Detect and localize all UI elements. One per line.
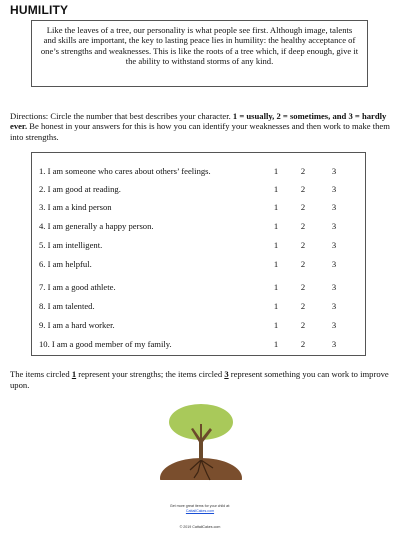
- item-statement: 7. I am a good athlete.: [39, 282, 116, 292]
- rating-choice-2[interactable]: 2: [300, 282, 306, 292]
- items-box: [31, 152, 366, 356]
- rating-choice-3[interactable]: 3: [331, 301, 337, 311]
- rating-choice-1[interactable]: 1: [273, 301, 279, 311]
- item-statement: 4. I am generally a happy person.: [39, 221, 154, 231]
- rating-choice-2[interactable]: 2: [300, 202, 306, 212]
- rating-choice-2[interactable]: 2: [300, 240, 306, 250]
- rating-choice-1[interactable]: 1: [273, 202, 279, 212]
- footer-number-1: 1: [71, 369, 77, 379]
- item-row: [32, 183, 365, 195]
- page-title: HUMILITY: [10, 3, 69, 17]
- rating-choice-3[interactable]: 3: [331, 282, 337, 292]
- footer-part2: represent your strengths; the items circled: [76, 369, 225, 379]
- rating-choice-2[interactable]: 2: [300, 301, 306, 311]
- tree-icon: [160, 402, 242, 484]
- item-statement: 10. I am a good member of my family.: [39, 339, 172, 349]
- rating-choice-1[interactable]: 1: [273, 221, 279, 231]
- rating-choice-2[interactable]: 2: [300, 320, 306, 330]
- item-statement: 2. I am good at reading.: [39, 184, 121, 194]
- rating-choice-2[interactable]: 2: [300, 259, 306, 269]
- rating-choice-1[interactable]: 1: [273, 282, 279, 292]
- item-statement: 6. I am helpful.: [39, 259, 92, 269]
- rating-choice-1[interactable]: 1: [273, 166, 279, 176]
- rating-choice-1[interactable]: 1: [273, 184, 279, 194]
- rating-choice-2[interactable]: 2: [300, 339, 306, 349]
- rating-choice-3[interactable]: 3: [331, 184, 337, 194]
- item-row: [32, 258, 365, 270]
- footer-part3: represent something you can work to improve upon.: [10, 369, 389, 390]
- rating-choice-1[interactable]: 1: [273, 320, 279, 330]
- item-statement: 9. I am a hard worker.: [39, 320, 115, 330]
- rating-choice-3[interactable]: 3: [331, 339, 337, 349]
- rating-choice-3[interactable]: 3: [331, 166, 337, 176]
- item-statement: 1. I am someone who cares about others’ feelings.: [39, 166, 211, 176]
- rating-choice-3[interactable]: 3: [331, 320, 337, 330]
- item-row: [32, 220, 365, 232]
- rating-choice-1[interactable]: 1: [273, 240, 279, 250]
- copyright: © 2019 CattailCakes.com: [179, 525, 221, 529]
- rating-choice-3[interactable]: 3: [331, 240, 337, 250]
- item-statement: 8. I am talented.: [39, 301, 95, 311]
- rating-choice-2[interactable]: 2: [300, 166, 306, 176]
- intro-text: Like the leaves of a tree, our personality is what people see first. Although image, talents and skills are important, the key to lasting peace lies in humility: the healthy acceptance of one’s strengths and weaknesses. This is like the roots of a tree which, if deep enough, give it the ability to withstand storms of any kind.: [40, 25, 359, 67]
- credit-link[interactable]: CattailCakes.com: [185, 509, 215, 513]
- item-row: [32, 300, 365, 312]
- item-row: [32, 201, 365, 213]
- rating-choice-3[interactable]: 3: [331, 259, 337, 269]
- directions-tail: Be honest in your answers for this is how you can identify your weaknesses and then work to make them into strengths.: [10, 121, 390, 142]
- footer-text: [10, 369, 390, 390]
- footer-part1: The items circled: [10, 369, 72, 379]
- directions: [10, 111, 390, 142]
- footer-number-3: 3: [224, 369, 229, 379]
- item-row: [32, 239, 365, 251]
- rating-choice-1[interactable]: 1: [273, 339, 279, 349]
- rating-choice-3[interactable]: 3: [331, 202, 337, 212]
- item-row: [32, 338, 365, 350]
- rating-choice-1[interactable]: 1: [273, 259, 279, 269]
- item-row: [32, 319, 365, 331]
- directions-scale: 1 = usually, 2 = sometimes, and 3 = hardly ever.: [10, 111, 387, 132]
- credit-line: Get more great items for your child at:: [169, 504, 231, 508]
- item-row: [32, 281, 365, 293]
- rating-choice-2[interactable]: 2: [300, 221, 306, 231]
- rating-choice-3[interactable]: 3: [331, 221, 337, 231]
- item-statement: 3. I am a kind person: [39, 202, 112, 212]
- rating-choice-2[interactable]: 2: [300, 184, 306, 194]
- intro-box: [31, 20, 368, 87]
- item-statement: 5. I am intelligent.: [39, 240, 103, 250]
- item-row: [32, 165, 365, 177]
- directions-lead: Directions: Circle the number that best describes your character.: [10, 111, 233, 121]
